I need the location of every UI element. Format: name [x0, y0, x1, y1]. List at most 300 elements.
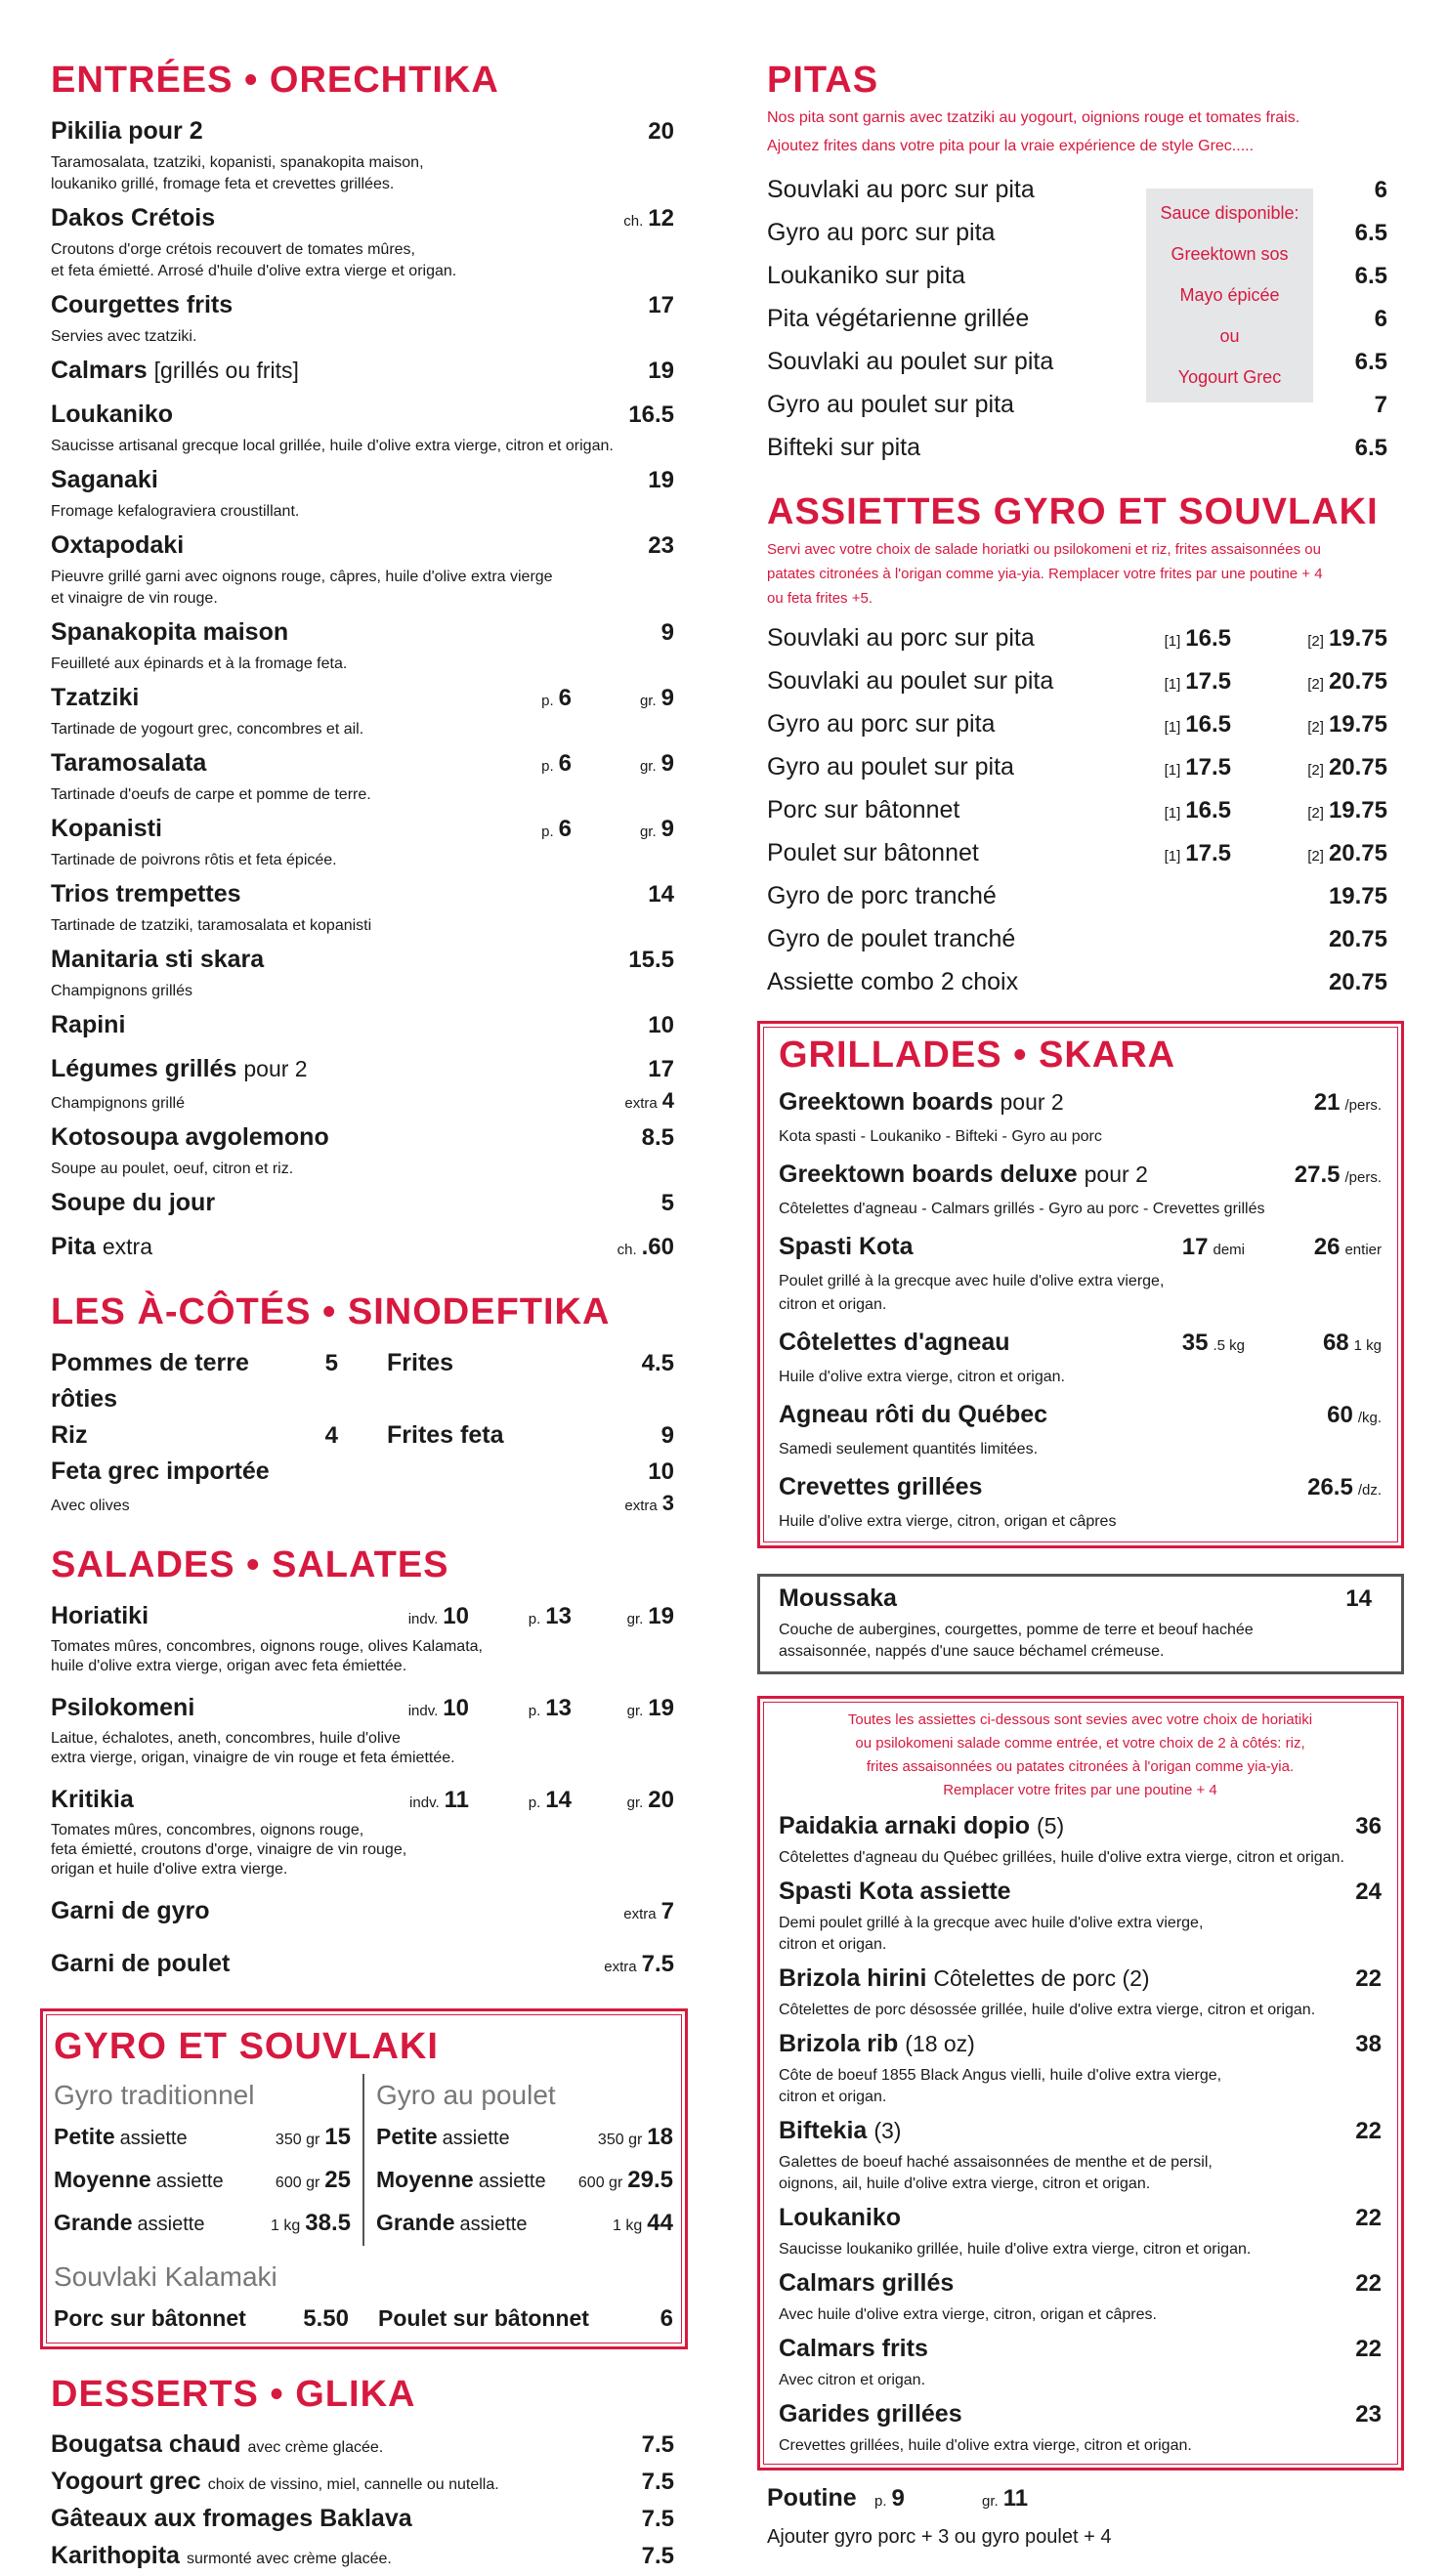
menu-item	[779, 2396, 1382, 2457]
item-description	[779, 1641, 1372, 1663]
price-value: 25	[324, 2167, 351, 2193]
item-description	[51, 436, 674, 457]
price	[1245, 1156, 1382, 1198]
pitas-intro	[767, 104, 1387, 160]
menu-item	[779, 2200, 1382, 2260]
item-row	[779, 1227, 1382, 1270]
item-name: Courgettes frits	[51, 291, 234, 318]
price	[572, 353, 674, 392]
price-value: 16.5	[628, 401, 674, 428]
item-name: Pommes de terre rôties	[51, 1349, 249, 1413]
price-value: 36	[1355, 1813, 1382, 1839]
price-label: [2]	[1307, 633, 1324, 650]
price	[572, 1690, 674, 1729]
menu-item	[767, 704, 1387, 747]
item-name: Gyro de porc tranché	[767, 882, 997, 909]
price-label: indv.	[407, 1611, 439, 1627]
item-name: Gyro au porc sur pita	[767, 219, 996, 246]
description-line: Feuilleté aux épinards et à la fromage feta.	[51, 655, 348, 672]
grillades-list	[779, 1082, 1382, 1534]
price	[1104, 704, 1231, 747]
item-description	[51, 152, 674, 174]
price-value: 7.5	[641, 2506, 674, 2532]
item-row	[51, 1119, 674, 1159]
item-description	[51, 567, 674, 588]
menu-item	[51, 680, 674, 740]
item-name: Loukaniko	[51, 401, 174, 428]
price	[1279, 1809, 1382, 1847]
price-value: 17	[648, 292, 674, 318]
price	[572, 462, 674, 501]
price-label: ch.	[623, 213, 644, 230]
description-line: extra vierge, origan, vinaigre de vin rouge et feta émiettée.	[51, 1750, 455, 1766]
menu-item	[51, 942, 674, 1002]
menu-item	[51, 353, 674, 392]
price-label: gr.	[626, 1611, 644, 1627]
price	[572, 287, 674, 326]
moussaka-box	[757, 1574, 1404, 1674]
item-row	[779, 2200, 1382, 2239]
item-name: Spanakopita maison	[51, 618, 289, 646]
item-note: pour 2	[1000, 1089, 1064, 1115]
menu-item	[779, 1874, 1382, 1956]
size-row	[54, 2117, 351, 2160]
price-label: p.	[528, 1611, 541, 1627]
description-line: Huile d'olive extra vierge, citron, origan et câpres	[779, 1513, 1117, 1530]
price	[572, 876, 674, 915]
price	[1231, 618, 1387, 661]
price	[572, 1893, 674, 1932]
size-label: assiette	[459, 2214, 528, 2235]
price-value: 14	[1345, 1585, 1372, 1612]
section-title: ENTRÉES • ORECHTIKA	[51, 60, 499, 101]
item-row	[767, 876, 1387, 919]
item-name: Gâteaux aux fromages Baklava	[51, 2505, 412, 2532]
price	[1279, 1875, 1382, 1913]
kalamaki-title: Souvlaki Kalamaki	[54, 2261, 277, 2292]
price-label: extra	[604, 1959, 637, 1975]
description-line: et feta émietté. Arrosé d'huile d'olive extra vierge et origan.	[51, 263, 457, 279]
intro-line: Ajoutez frites dans votre pita pour la vraie expérience de style Grec.....	[767, 138, 1255, 154]
price-label: p.	[541, 823, 554, 840]
item-row	[779, 1395, 1382, 1438]
menu-item	[779, 2113, 1382, 2195]
gyro-columns	[54, 2074, 673, 2246]
price-label: p.	[528, 1795, 541, 1811]
price-value: 24	[1355, 1879, 1382, 1905]
description-line: Côtelettes d'agneau - Calmars grillés - Gyro au porc - Crevettes grillés	[779, 1201, 1265, 1217]
kalamaki-item	[54, 2299, 349, 2339]
description-line: Huile d'olive extra vierge, citron et origan.	[779, 1369, 1065, 1385]
item-name: Calmars	[51, 357, 148, 384]
price	[1279, 2397, 1382, 2435]
price-label: gr.	[626, 1703, 644, 1719]
menu-item	[51, 528, 674, 610]
item-description	[51, 784, 674, 806]
price	[572, 1598, 674, 1637]
item-name: Calmars frits	[779, 2335, 928, 2362]
price	[572, 1007, 674, 1046]
price-value: 18	[647, 2124, 673, 2150]
description-line: Tartinade de yogourt grec, concombres et ail.	[51, 721, 364, 738]
price	[572, 1185, 674, 1224]
plates-intro	[779, 1709, 1382, 1802]
price-value: 20.75	[1328, 840, 1387, 866]
item-row	[51, 200, 674, 239]
menu-item	[779, 2026, 1382, 2108]
price-label: gr.	[639, 823, 657, 840]
price-value: 19	[648, 1603, 674, 1629]
item-row	[51, 1007, 674, 1046]
price	[1245, 1396, 1382, 1438]
description-line: Tartinade de tzatziki, taramosalata et kopanisti	[51, 917, 372, 934]
item-name: Assiette combo 2 choix	[767, 968, 1019, 995]
item-note: choix de vissino, miel, cannelle ou nutella.	[207, 2476, 499, 2493]
price-value: 19.75	[1328, 625, 1387, 652]
item-row	[51, 2502, 674, 2539]
item-description	[779, 2304, 1382, 2326]
item-row	[767, 833, 1387, 876]
price-unit: demi	[1213, 1242, 1245, 1258]
sauce-label: Sauce disponible:	[1160, 202, 1299, 223]
price-label: [2]	[1307, 805, 1324, 822]
item-name: Karithopita	[51, 2542, 180, 2569]
salads-list	[51, 1598, 674, 1879]
description-line: Galettes de boeuf haché assaisonnées de menthe et de persil,	[779, 2154, 1213, 2171]
price	[1231, 661, 1387, 704]
item-name: Gyro de poulet tranché	[767, 925, 1016, 952]
item-row	[51, 1185, 674, 1224]
price-value: 7.5	[641, 1951, 674, 1977]
menu-item	[767, 661, 1387, 704]
price-value: 10	[443, 1695, 469, 1721]
menu-item	[779, 1323, 1382, 1389]
intro-line: Servi avec votre choix de salade horiatki ou psilokomeni et riz, frites assaisonnées ou	[767, 541, 1321, 558]
description-line: Couche de aubergines, courgettes, pomme de terre et beouf hachée	[779, 1622, 1254, 1638]
price-value: 23	[1355, 2401, 1382, 2428]
price-value: 13	[545, 1603, 572, 1629]
intro-line: ou feta frites +5.	[767, 590, 873, 607]
price	[1104, 833, 1231, 876]
price-value: 11	[444, 1787, 469, 1813]
description-line: citron et origan.	[779, 1936, 887, 1953]
menu-item	[779, 1961, 1382, 2021]
price-label: extra	[624, 1498, 658, 1514]
price-value: 23	[648, 532, 674, 559]
price-value: 4	[324, 1422, 338, 1449]
price	[572, 1229, 674, 1268]
item-row	[51, 942, 674, 981]
size-label: assiette	[442, 2128, 510, 2149]
item-name: Feta grec importée	[51, 1457, 270, 1485]
description-line: Servies avec tzatziki.	[51, 328, 197, 345]
description-line: oignons, ail, huile d'olive extra vierge, citron et origan.	[779, 2175, 1151, 2192]
price-value: 21	[1313, 1089, 1341, 1116]
item-row	[51, 2539, 674, 2576]
item-row	[779, 1155, 1382, 1198]
description-line: et vinaigre de vin rouge.	[51, 590, 218, 607]
price-label: [1]	[1164, 762, 1181, 779]
menu-item	[51, 2539, 674, 2576]
item-description	[51, 1159, 674, 1180]
menu-item	[51, 1690, 674, 1768]
menu-item	[779, 1227, 1382, 1317]
pitas-section	[757, 57, 1404, 471]
right-column	[757, 57, 1404, 2555]
menu-item	[779, 1581, 1372, 1663]
menu-item	[51, 1007, 674, 1046]
price-value: 22	[1355, 2118, 1382, 2144]
price-unit: /pers.	[1344, 1097, 1382, 1114]
price-unit: .5 kg	[1213, 1337, 1245, 1354]
menu-item	[767, 962, 1387, 1005]
price-label: ch.	[617, 1242, 637, 1258]
item-name: Légumes grillés	[51, 1055, 237, 1082]
menu-item	[779, 1155, 1382, 1221]
sides-section	[40, 1288, 688, 1522]
description-line: Avec huile d'olive extra vierge, citron, origan et câpres.	[779, 2306, 1157, 2323]
item-row	[779, 2396, 1382, 2435]
item-note: [grillés ou frits]	[153, 358, 299, 383]
menu-item	[51, 1598, 674, 1676]
item-row	[767, 661, 1387, 704]
price-label: [2]	[1307, 676, 1324, 693]
section-title: DESSERTS • GLIKA	[51, 2374, 416, 2415]
price-label: p.	[541, 758, 554, 775]
description-line: Kota spasti - Loukaniko - Bifteki - Gyro au porc	[779, 1128, 1102, 1145]
column-title: Gyro traditionnel	[54, 2080, 255, 2110]
item-name: Brizola hirini	[779, 1964, 927, 1992]
menu-item	[779, 1808, 1382, 1869]
description-line: Tartinade de poivrons rôtis et feta épicée.	[51, 852, 337, 868]
price	[1279, 1962, 1382, 2000]
menu-item	[51, 745, 674, 806]
item-name: Rapini	[51, 1011, 126, 1038]
plates-list	[779, 1808, 1382, 2457]
price	[572, 1051, 674, 1090]
price	[1279, 2027, 1382, 2065]
description-line: huile d'olive extra vierge, origan avec feta émiettée.	[51, 1658, 407, 1674]
item-row	[51, 680, 674, 719]
item-description	[51, 1493, 674, 1517]
item-name: Greektown boards	[779, 1088, 994, 1116]
price-value: 19.75	[1328, 711, 1387, 738]
item-row	[51, 1782, 674, 1821]
price	[572, 200, 674, 239]
item-name: Manitaria sti skara	[51, 946, 265, 973]
price-label: [1]	[1164, 633, 1181, 650]
menu-item	[779, 1467, 1382, 1534]
price-label: p.	[541, 693, 554, 709]
item-name: Gyro au porc sur pita	[767, 710, 996, 738]
item-description	[51, 261, 674, 282]
price-label: p.	[874, 2493, 887, 2510]
price-label: [1]	[1164, 805, 1181, 822]
price-value: 20.75	[1328, 926, 1387, 952]
item-note: Côtelettes de porc (2)	[933, 1965, 1150, 1991]
price-value: 10	[443, 1603, 469, 1629]
price-value: 6.5	[1354, 435, 1387, 461]
menu-item	[51, 811, 674, 871]
size-name: Petite	[54, 2124, 115, 2149]
price-unit: /dz.	[1357, 1482, 1382, 1499]
poutine-row	[767, 2480, 1387, 2519]
sauce-box	[1146, 189, 1313, 402]
item-row	[51, 397, 674, 436]
menu-item	[51, 113, 674, 195]
size-row	[54, 2160, 351, 2203]
item-row	[779, 1467, 1382, 1510]
weight: 350 gr	[597, 2132, 643, 2148]
item-description	[51, 1840, 674, 1860]
section-title: ASSIETTES GYRO ET SOUVLAKI	[767, 491, 1379, 532]
menu-item	[767, 919, 1387, 962]
size-name: Grande	[54, 2210, 133, 2235]
price-value: 8.5	[641, 1124, 674, 1151]
price	[572, 1119, 674, 1159]
item-description	[779, 1293, 1382, 1317]
sauce-option: Greektown sos	[1171, 243, 1289, 264]
item-description	[51, 981, 674, 1002]
price-value: 16.5	[1185, 625, 1231, 652]
item-name: Soupe du jour	[51, 1189, 216, 1216]
weight: 600 gr	[577, 2175, 623, 2191]
price	[366, 1598, 469, 1637]
price-label: gr.	[626, 1795, 644, 1811]
desserts-section	[40, 2371, 688, 2576]
price-value: 19.75	[1328, 883, 1387, 909]
price-value: 20	[648, 118, 674, 145]
price-value: 16.5	[1185, 797, 1231, 823]
item-description	[779, 2000, 1382, 2021]
description-line: Avec citron et origan.	[779, 2372, 926, 2388]
price-value: 12	[648, 205, 674, 232]
size-label: assiette	[137, 2214, 205, 2235]
price-value: 5.50	[303, 2305, 349, 2332]
gyro-column	[54, 2074, 351, 2246]
price-value: 35	[1181, 1330, 1209, 1356]
poutine-note: Ajouter gyro porc + 3 ou gyro poulet + 4	[767, 2526, 1112, 2548]
item-description	[51, 719, 674, 740]
price-value: 17.5	[1185, 754, 1231, 781]
intro-line: frites assaisonnées ou patates citronées à l'origan comme yia-yia.	[866, 1758, 1295, 1775]
section-title: SALADES • SALATES	[51, 1544, 449, 1585]
item-description	[779, 1198, 1382, 1221]
item-name: Kritikia	[51, 1786, 134, 1813]
price-value: 6.5	[1354, 263, 1387, 289]
item-description	[51, 588, 674, 610]
item-name: Bougatsa chaud	[51, 2430, 241, 2458]
poutine-section	[757, 2480, 1404, 2555]
item-row	[779, 2331, 1382, 2370]
item-row	[767, 790, 1387, 833]
size-row	[54, 2203, 351, 2246]
item-row	[51, 1454, 674, 1493]
price-value: 6	[660, 2305, 673, 2332]
item-name: Souvlaki au poulet sur pita	[767, 667, 1054, 695]
menu-item	[51, 2428, 674, 2465]
size-row	[376, 2117, 673, 2160]
item-row	[51, 876, 674, 915]
salads-section	[40, 1541, 688, 1999]
item-row	[779, 1323, 1382, 1366]
price	[572, 1090, 674, 1115]
intro-line: patates citronées à l'origan comme yia-yia. Remplacer votre frites par une poutine + 4	[767, 566, 1323, 582]
item-name: Yogourt grec	[51, 2468, 201, 2495]
price-value: 9	[660, 750, 674, 777]
size-label: assiette	[155, 2171, 224, 2192]
item-name: Kotosoupa avgolemono	[51, 1123, 329, 1151]
item-description	[51, 174, 674, 195]
description-line: citron et origan.	[779, 1296, 887, 1313]
item-name: Porc sur bâtonnet	[767, 796, 960, 823]
item-name: Garni de poulet	[51, 1950, 231, 1977]
item-name: Côtelettes d'agneau	[779, 1329, 1010, 1356]
item-name: Crevettes grillées	[779, 1473, 983, 1500]
item-row	[767, 747, 1387, 790]
item-row	[51, 353, 674, 392]
price	[1279, 2332, 1382, 2370]
section-title: PITAS	[767, 60, 879, 101]
price-value: 38	[1355, 2031, 1382, 2057]
description-line: Saucisse loukaniko grillée, huile d'olive extra vierge, citron et origan.	[779, 2241, 1252, 2258]
item-description	[51, 850, 674, 871]
item-row	[779, 2026, 1382, 2065]
item-row	[51, 1946, 674, 1985]
description-line: Tomates mûres, concombres, oignons rouge,	[51, 1822, 364, 1838]
menu-item	[767, 747, 1387, 790]
price	[1231, 704, 1387, 747]
price	[1245, 1468, 1382, 1510]
item-row	[767, 919, 1387, 962]
price-value: 20.75	[1328, 668, 1387, 695]
item-description	[779, 1125, 1382, 1149]
item-description	[51, 915, 674, 937]
item-name: Moussaka	[779, 1584, 897, 1612]
left-column	[40, 57, 688, 2576]
kalamaki-name: Porc sur bâtonnet	[54, 2305, 246, 2331]
intro-line: Toutes les assiettes ci-dessous sont sevies avec votre choix de horiatiki	[847, 1711, 1313, 1728]
size-label: assiette	[119, 2128, 188, 2149]
menu-item	[767, 876, 1387, 919]
item-name: Pita	[51, 1233, 96, 1260]
price	[1231, 962, 1387, 1005]
item-row	[779, 1808, 1382, 1847]
price-value: 17.5	[1185, 668, 1231, 695]
description-line: Croutons d'orge crétois recouvert de tomates mûres,	[51, 241, 415, 258]
price	[572, 745, 674, 784]
menu-item	[51, 876, 674, 937]
price-value: 7	[1374, 392, 1387, 418]
item-row	[767, 618, 1387, 661]
item-row	[51, 287, 674, 326]
moussaka-list	[779, 1581, 1372, 1663]
description-line: Tartinade d'oeufs de carpe et pomme de terre.	[51, 786, 371, 803]
side-item	[387, 1417, 674, 1454]
kalamaki-item	[378, 2299, 673, 2339]
item-name: Calmars grillés	[779, 2269, 955, 2297]
description-line: citron et origan.	[779, 2089, 887, 2105]
item-row	[51, 811, 674, 850]
price-label: [1]	[1164, 676, 1181, 693]
sauce-or: ou	[1219, 326, 1240, 347]
item-row	[779, 1961, 1382, 2000]
item-row	[51, 528, 674, 567]
price-label: [2]	[1307, 848, 1324, 865]
item-name: Bifteki sur pita	[767, 434, 921, 461]
menu-item	[51, 1454, 674, 1517]
item-description	[779, 2435, 1382, 2457]
